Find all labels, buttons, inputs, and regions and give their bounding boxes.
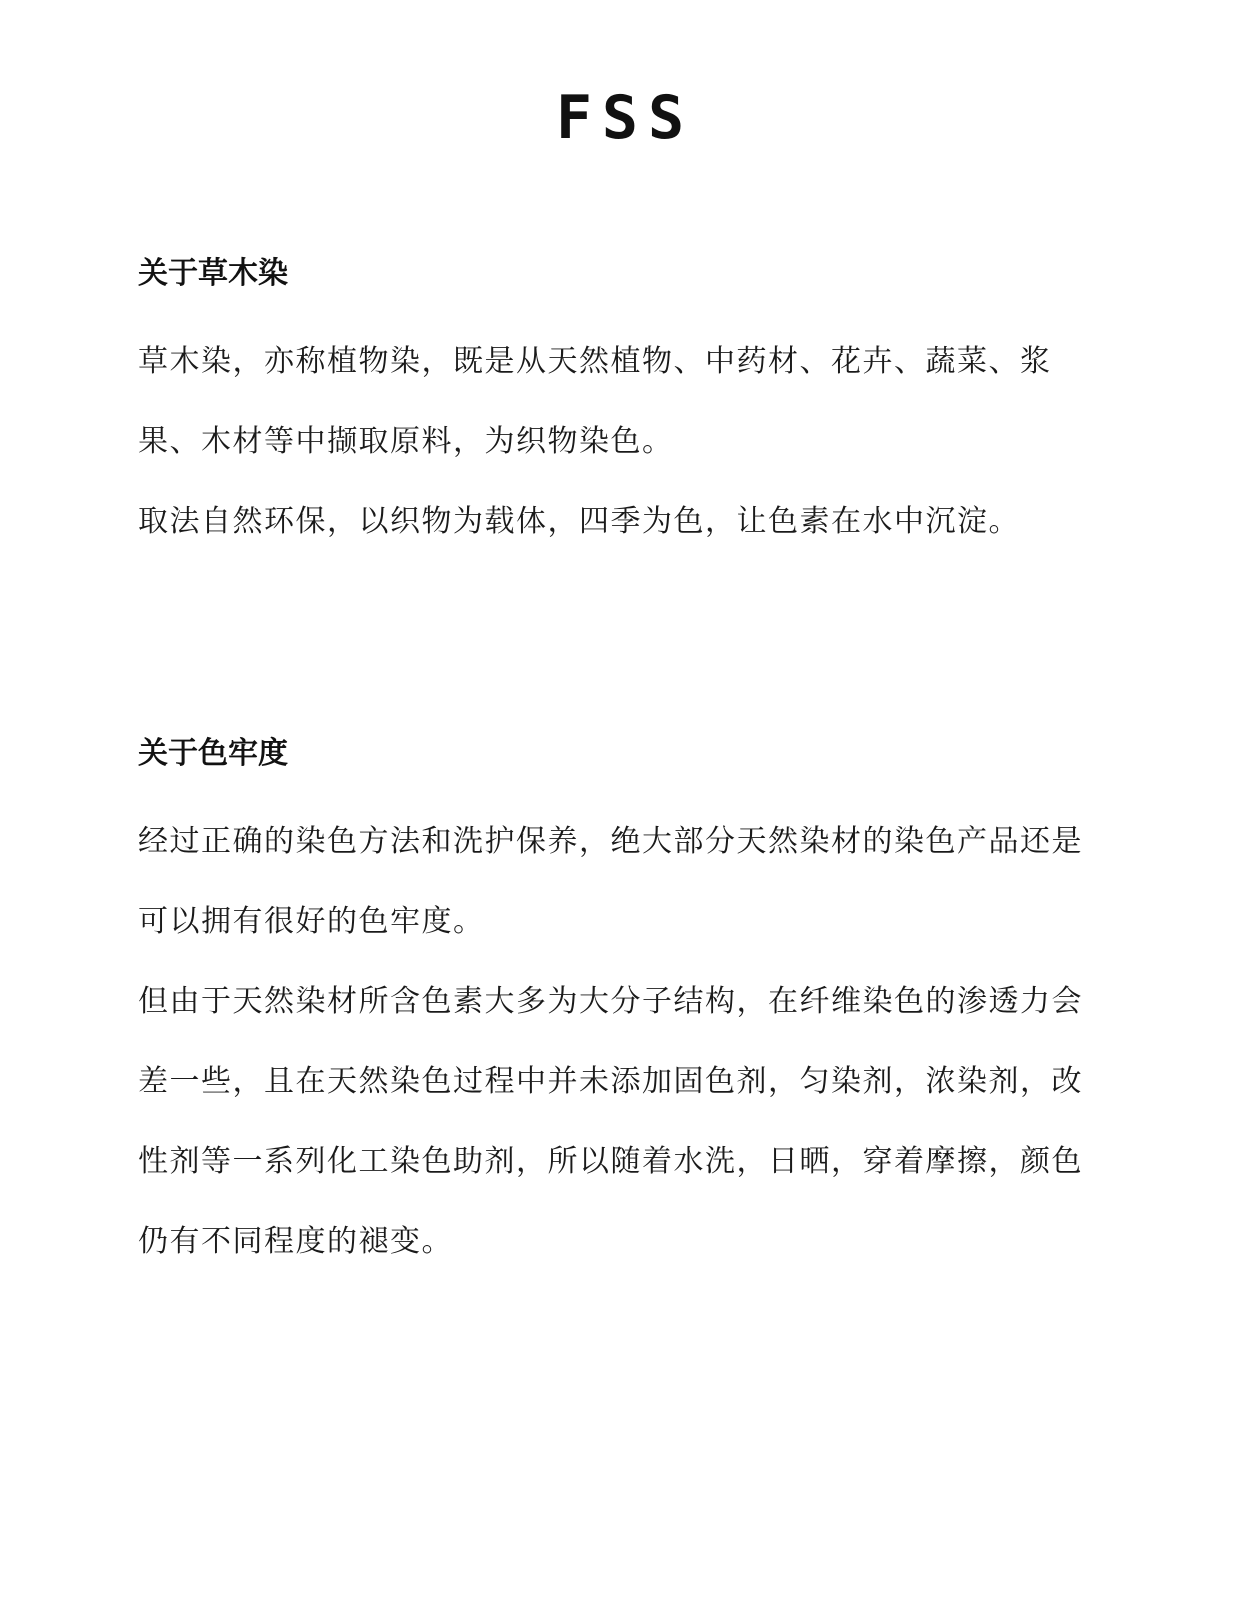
section-heading: 关于草木染: [138, 256, 288, 291]
section-paragraph: 草木染，亦称植物染，既是从天然植物、中药材、花卉、蔬菜、浆果、木材等中撷取原料，为织物染色。: [138, 344, 1052, 459]
section-paragraph: 但由于天然染材所含色素大多为大分子结构，在纤维染色的渗透力会差一些，且在天然染色过程中并未添加固色剂，匀染剂，浓染剂，改性剂等一系列化工染色助剂，所以随着水洗，日晒，穿着摩擦，颜色仍有不同程度的褪变。: [138, 984, 1083, 1259]
section-paragraph: 经过正确的染色方法和洗护保养，绝大部分天然染材的染色产品还是可以拥有很好的色牢度。: [138, 824, 1083, 939]
section-heading: 关于色牢度: [138, 736, 288, 771]
section-plant-dyeing: [138, 252, 1108, 562]
brand-logo: FSS: [555, 83, 695, 153]
section-color-fastness: [138, 732, 1108, 1282]
section-paragraph: 取法自然环保，以织物为载体，四季为色，让色素在水中沉淀。: [138, 504, 1020, 539]
